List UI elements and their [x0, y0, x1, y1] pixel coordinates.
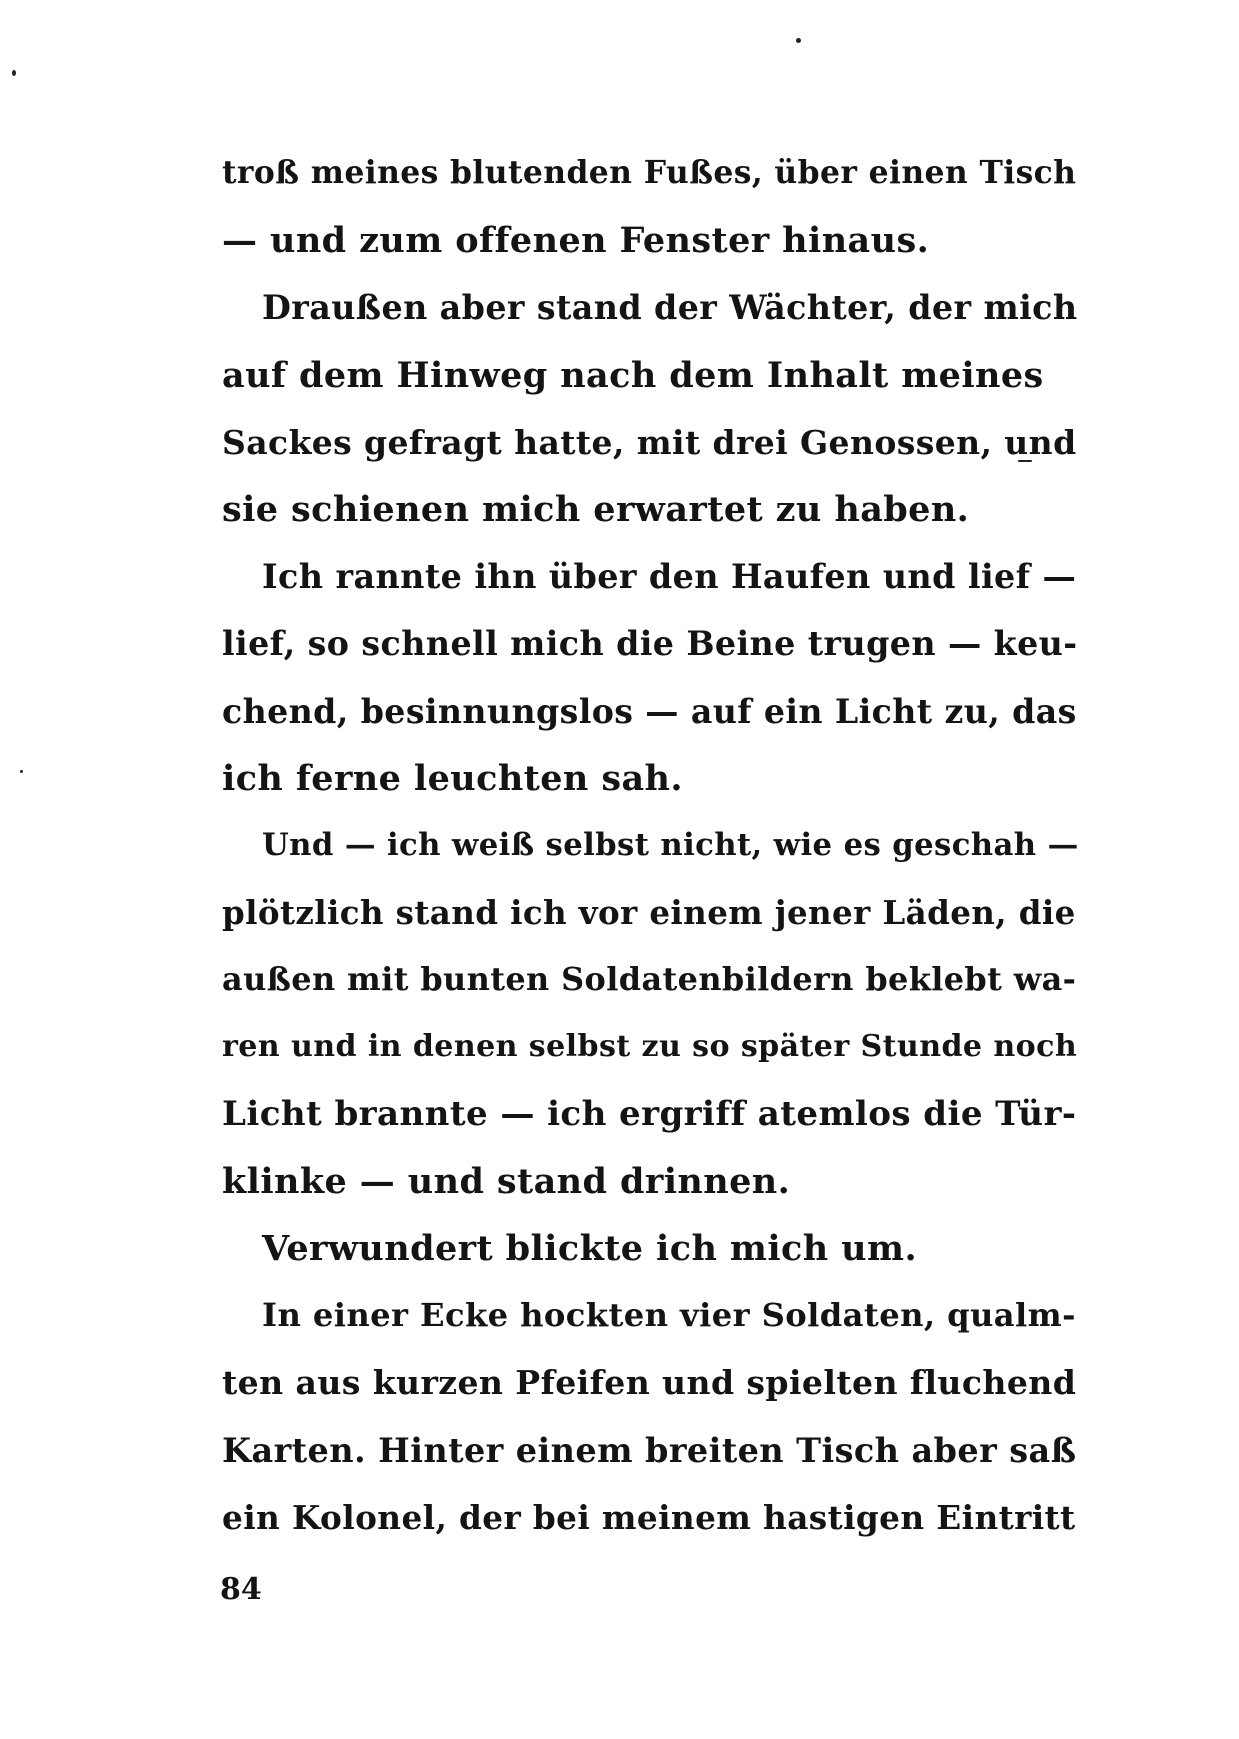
text-line: außen mit bunten Soldatenbildern beklebt wa- [222, 960, 1077, 999]
text-line: ein Kolonel, der bei meinem hastigen Eintritt [222, 1497, 1076, 1537]
body-text [222, 140, 1077, 1551]
text-line: Sackes gefragt hatte, mit drei Genossen, und [222, 422, 1077, 462]
text-line: auf dem Hinweg nach dem Inhalt meines [222, 354, 1044, 396]
text-line: In einer Ecke hockten vier Soldaten, qualm- [262, 1296, 1076, 1335]
text-line: Ich rannte ihn über den Haufen und lief — [262, 557, 1077, 597]
text-line: lief, so schnell mich die Beine trugen — keu- [222, 624, 1078, 664]
page-number: 84 [220, 1572, 262, 1607]
text-line: Verwundert blickte ich mich um. [262, 1228, 918, 1269]
text-line: sie schienen mich erwartet zu haben. [222, 488, 970, 530]
text-line: — und zum offenen Fenster hinaus. [222, 220, 930, 262]
text-line: ten aus kurzen Pfeifen und spielten fluchend [222, 1363, 1077, 1403]
text-line: ich ferne leuchten sah. [222, 757, 683, 799]
print-speck [12, 70, 16, 76]
text-line: klinke — und stand drinnen. [222, 1160, 791, 1202]
text-line: Und — ich weiß selbst nicht, wie es geschah — [262, 826, 1079, 863]
print-speck [20, 770, 23, 773]
text-line: chend, besinnungslos — auf ein Licht zu, das [222, 691, 1077, 731]
print-speck [796, 38, 801, 43]
text-line: Licht brannte — ich ergriff atemlos die Tür- [222, 1093, 1077, 1134]
text-line: troß meines blutenden Fußes, über einen Tisch [222, 155, 1077, 191]
text-line: ren und in denen selbst zu so später Stunde noch [222, 1029, 1078, 1065]
text-line: plötzlich stand ich vor einem jener Läden, die [222, 893, 1076, 933]
text-line: Draußen aber stand der Wächter, der mich [262, 288, 1078, 328]
text-line: Karten. Hinter einem breiten Tisch aber saß [222, 1430, 1077, 1470]
